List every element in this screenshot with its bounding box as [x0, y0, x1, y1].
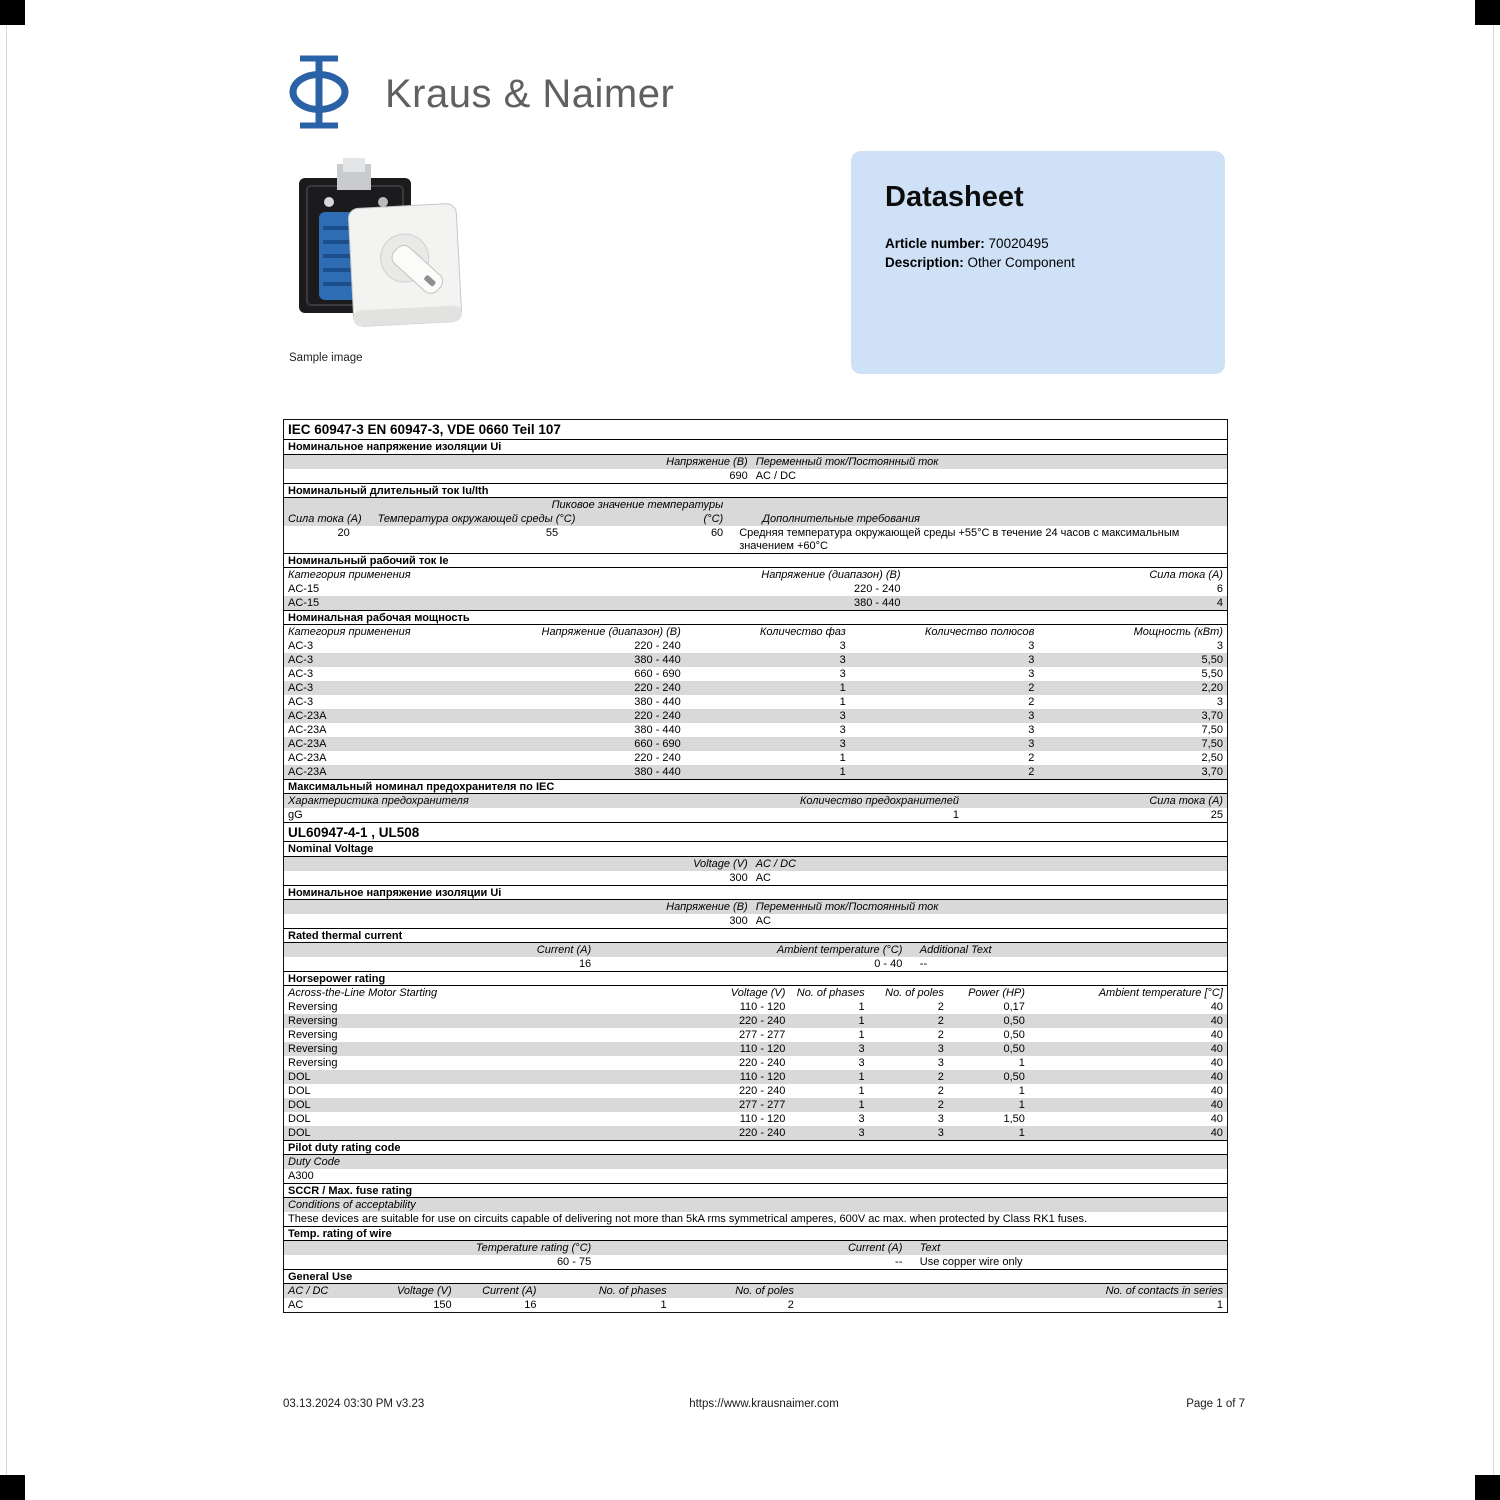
table-cell: 40: [1210, 1043, 1223, 1055]
table-header-row: [284, 794, 1227, 808]
brand-name: Kraus & Naimer: [385, 72, 675, 116]
description-row: [885, 253, 1201, 272]
table-header-row: [284, 1284, 1227, 1298]
table-cell: 1: [839, 766, 846, 778]
table-cell: [906, 1255, 915, 1269]
table-row: [284, 1126, 1227, 1140]
table-cell: 3: [1028, 710, 1035, 722]
footer-page-number: Page 1 of 7: [1186, 1398, 1246, 1410]
table-cell: [906, 1241, 915, 1255]
table-cell: 380 - 440: [634, 696, 681, 708]
article-number-value: 70020495: [988, 236, 1049, 251]
description-value: Other Component: [967, 255, 1075, 270]
table-cell: 0,50: [1003, 1029, 1025, 1041]
table-cell: 16: [524, 1299, 537, 1311]
table-cell: AC: [288, 1299, 304, 1311]
section-title: Temp. rating of wire: [284, 1226, 1227, 1241]
section-title: General Use: [284, 1269, 1227, 1284]
table-cell: 1: [858, 1015, 865, 1027]
datasheet-title: Datasheet: [885, 181, 1024, 213]
table-cell: 3,70: [1201, 710, 1223, 722]
table-cell: 2: [1028, 696, 1035, 708]
table-row: [284, 751, 1227, 765]
table-row: [284, 596, 1227, 610]
section-title: Pilot duty rating code: [284, 1140, 1227, 1155]
table-cell: Voltage (V): [693, 858, 748, 870]
table-cell: Reversing: [288, 1015, 338, 1027]
table-cell: 55: [545, 527, 559, 539]
table-cell: 1: [858, 1029, 865, 1041]
table-row: [284, 1084, 1227, 1098]
table-cell: 40: [1210, 1001, 1223, 1013]
table-cell: 7,50: [1201, 738, 1223, 750]
table-cell: 3: [1028, 738, 1035, 750]
table-cell: 150: [433, 1299, 452, 1311]
table-cell: 2: [937, 1085, 944, 1097]
table-cell: 3: [1216, 696, 1223, 708]
table-row: [284, 914, 1227, 928]
description-label: Description:: [885, 255, 964, 270]
table-cell: Средняя температура окружающей среды +55°C в течение 24 часов с максимальным значением +60°C: [739, 527, 1180, 552]
table-cell: Напряжение (В): [666, 456, 748, 468]
table-cell: 5,50: [1201, 668, 1223, 680]
section-title: Nominal Voltage: [284, 842, 1227, 857]
table-cell: 220 - 240: [738, 1015, 786, 1027]
table-cell: 5,50: [1201, 654, 1223, 666]
table-cell: 110 - 120: [739, 1001, 786, 1013]
table-header-row: [284, 1198, 1227, 1212]
table-cell: 1: [858, 1085, 865, 1097]
table-cell: (°C): [703, 513, 724, 525]
table-cell: Current (A): [847, 1242, 903, 1254]
table-cell: 3: [839, 654, 846, 666]
table-cell: Voltage (V): [730, 987, 786, 999]
table-cell: Voltage (V): [396, 1285, 452, 1297]
table-cell: gG: [288, 809, 303, 821]
table-cell: 110 - 120: [739, 1071, 786, 1083]
table-row: [284, 1255, 1227, 1269]
table-cell: 3: [937, 1057, 944, 1069]
section-title: Номинальное напряжение изоляции Ui: [284, 440, 1227, 455]
table-cell: 3: [1028, 724, 1035, 736]
table-row: [284, 1098, 1227, 1112]
table-row: [284, 1112, 1227, 1126]
table-cell: 300: [729, 915, 748, 927]
table-cell: 1: [858, 1001, 865, 1013]
table-row: [284, 667, 1227, 681]
table-cell: Количество полюсов: [924, 626, 1035, 638]
page-edge-left: [6, 0, 7, 1500]
table-cell: AC-23A: [288, 724, 327, 736]
table-cell: DOL: [288, 1085, 311, 1097]
section-title: Номинальный рабочий ток Ie: [284, 553, 1227, 568]
table-cell: AC-3: [288, 668, 314, 680]
table-cell: DOL: [288, 1127, 311, 1139]
table-cell: AC / DC: [755, 470, 797, 482]
table-cell: 3: [1216, 640, 1223, 652]
table-cell: AC-23A: [288, 738, 327, 750]
table-row: [284, 957, 1227, 971]
table-row: [284, 1056, 1227, 1070]
table-cell: 220 - 240: [854, 583, 901, 595]
table-cell: Temperature rating (°C): [475, 1242, 592, 1254]
table-cell: Ambient temperature (°C): [776, 944, 903, 956]
table-cell: 40: [1210, 1071, 1223, 1083]
table-cell: Сила тока (A): [288, 513, 362, 525]
table-cell: Reversing: [288, 1029, 338, 1041]
table-cell: DOL: [288, 1113, 311, 1125]
table-row: [284, 737, 1227, 751]
table-row: [284, 1298, 1227, 1312]
table-row: [284, 681, 1227, 695]
table-cell: Напряжение (диапазон) (В): [541, 626, 681, 638]
table-cell: 6: [1216, 583, 1223, 595]
table-row: [284, 526, 1227, 553]
table-cell: AC / DC: [288, 1285, 329, 1297]
table-cell: 277 - 277: [738, 1029, 786, 1041]
table-cell: Переменный ток/Постоянный ток: [755, 456, 939, 468]
table-cell: 3: [937, 1113, 944, 1125]
table-cell: 40: [1210, 1099, 1223, 1111]
table-cell: AC-3: [288, 654, 314, 666]
table-cell: 1: [660, 1299, 667, 1311]
table-cell: 3: [839, 738, 846, 750]
table-cell: 0,50: [1003, 1015, 1025, 1027]
section-title: SCCR / Max. fuse rating: [284, 1183, 1227, 1198]
table-cell: AC-3: [288, 682, 314, 694]
table-header-row: [284, 625, 1227, 639]
table-cell: 2,50: [1201, 752, 1223, 764]
article-number-label: Article number:: [885, 236, 985, 251]
section-title: Horsepower rating: [284, 971, 1227, 986]
table-cell: Current (A): [536, 944, 592, 956]
table-cell: 40: [1210, 1113, 1223, 1125]
table-row: [284, 695, 1227, 709]
table-cell: 3: [839, 724, 846, 736]
table-cell: AC: [755, 915, 771, 927]
table-cell: 3: [839, 640, 846, 652]
table-cell: 0,50: [1003, 1071, 1025, 1083]
table-cell: 3: [858, 1113, 865, 1125]
table-cell: Power (HP): [968, 987, 1025, 999]
page-footer: [283, 1398, 1245, 1410]
table-cell: 40: [1210, 1029, 1223, 1041]
table-cell: 1: [839, 682, 846, 694]
table-cell: Duty Code: [288, 1156, 340, 1168]
table-cell: 220 - 240: [634, 752, 681, 764]
table-cell: Text: [919, 1242, 941, 1254]
table-cell: Сила тока (A): [1149, 795, 1223, 807]
table-cell: 20: [337, 527, 350, 539]
table-cell: 3: [858, 1127, 865, 1139]
crop-mark-top-right: [1475, 0, 1500, 25]
table-cell: Reversing: [288, 1001, 338, 1013]
table-cell: 2,20: [1201, 682, 1223, 694]
section-title: Номинальная рабочая мощность: [284, 610, 1227, 625]
table-cell: 1: [1018, 1127, 1025, 1139]
table-cell: 1: [1018, 1099, 1025, 1111]
footer-url[interactable]: https://www.krausnaimer.com: [689, 1398, 839, 1410]
table-cell: 3: [839, 710, 846, 722]
table-cell: 3,70: [1201, 766, 1223, 778]
section-title: Номинальный длительный ток Iu/Ith: [284, 483, 1227, 498]
table-header-row: [284, 498, 1227, 512]
table-header-row: [284, 1155, 1227, 1169]
table-cell: AC-23A: [288, 752, 327, 764]
table-cell: --: [919, 958, 928, 970]
table-cell: [727, 498, 1227, 512]
table-cell: [906, 957, 915, 971]
table-cell: 1: [839, 696, 846, 708]
table-cell: 690: [729, 470, 748, 482]
table-cell: Reversing: [288, 1043, 338, 1055]
table-cell: 2: [1028, 752, 1035, 764]
table-cell: 40: [1210, 1127, 1223, 1139]
table-cell: Характеристика предохранителя: [288, 795, 469, 807]
table-header-row: [284, 986, 1227, 1000]
section-title: Максимальный номинал предохранителя по IEC: [284, 779, 1227, 794]
table-row: [284, 639, 1227, 653]
table-cell: Conditions of acceptability: [288, 1199, 416, 1211]
table-cell: Ambient temperature [°C]: [1098, 987, 1223, 999]
table-cell: 110 - 120: [739, 1113, 786, 1125]
table-cell: 660 - 690: [634, 668, 681, 680]
table-cell: AC-15: [288, 597, 320, 609]
table-header-row: [284, 1241, 1227, 1255]
table-cell: Переменный ток/Постоянный ток: [755, 901, 939, 913]
brand-header: [283, 52, 674, 137]
table-cell: 1: [1018, 1057, 1025, 1069]
table-cell: 3: [839, 668, 846, 680]
table-cell: 0 - 40: [874, 958, 903, 970]
table-header-row: [284, 857, 1227, 871]
table-cell: DOL: [288, 1071, 311, 1083]
table-header-row: [284, 900, 1227, 914]
section-title: UL60947-4-1 , UL508: [284, 822, 1227, 842]
table-cell: Температура окружающей среды (°C): [377, 513, 576, 525]
table-cell: Напряжение (диапазон) (В): [761, 569, 901, 581]
table-cell: Current (A): [482, 1285, 537, 1297]
table-row: [284, 1070, 1227, 1084]
table-row: [284, 1014, 1227, 1028]
crop-mark-bottom-left: [0, 1475, 25, 1500]
table-cell: 300: [729, 872, 748, 884]
table-cell: Мощность (кВт): [1133, 626, 1223, 638]
table-cell: 220 - 240: [634, 682, 681, 694]
table-cell: 2: [937, 1001, 944, 1013]
table-cell: 1: [1018, 1085, 1025, 1097]
table-cell: Категория применения: [288, 569, 411, 581]
table-cell: AC-3: [288, 696, 314, 708]
table-cell: Напряжение (В): [666, 901, 748, 913]
table-cell: Категория применения: [288, 626, 411, 638]
table-header-row: [284, 568, 1227, 582]
table-cell: 220 - 240: [738, 1085, 786, 1097]
table-cell: 1: [839, 752, 846, 764]
table-cell: 3: [858, 1043, 865, 1055]
table-cell: AC-23A: [288, 710, 327, 722]
table-cell: 380 - 440: [634, 724, 681, 736]
table-cell: 1: [952, 809, 959, 821]
table-row: [284, 765, 1227, 779]
article-number-row: [885, 234, 1201, 253]
table-cell: 40: [1210, 1085, 1223, 1097]
table-cell: 1: [858, 1099, 865, 1111]
table-row: [284, 1028, 1227, 1042]
table-cell: 25: [1210, 809, 1223, 821]
table-cell: [906, 943, 915, 957]
table-cell: 110 - 120: [739, 1043, 786, 1055]
table-row: [284, 871, 1227, 885]
table-cell: 2: [937, 1015, 944, 1027]
table-cell: 3: [858, 1057, 865, 1069]
table-cell: No. of phases: [598, 1285, 667, 1297]
table-cell: 1: [858, 1071, 865, 1083]
section-title: Номинальное напряжение изоляции Ui: [284, 885, 1227, 900]
table-cell: 40: [1210, 1015, 1223, 1027]
table-cell: 60: [710, 527, 724, 539]
table-header-row: [284, 512, 1227, 526]
table-cell: 2: [1028, 682, 1035, 694]
table-cell: Сила тока (A): [1149, 569, 1223, 581]
table-cell: 2: [787, 1299, 794, 1311]
table-cell: 3: [1028, 654, 1035, 666]
table-cell: Количество фаз: [759, 626, 846, 638]
table-cell: 3: [937, 1127, 944, 1139]
table-cell: 277 - 277: [738, 1099, 786, 1111]
table-cell: 220 - 240: [634, 640, 681, 652]
table-cell: AC-23A: [288, 766, 327, 778]
table-cell: 660 - 690: [634, 738, 681, 750]
table-cell: These devices are suitable for use on circuits capable of delivering not more than 5kA rms symmetrical amperes, 600V ac max. when protected by Class RK1 fuses.: [288, 1213, 1088, 1225]
table-cell: Reversing: [288, 1057, 338, 1069]
crop-mark-top-left: [0, 0, 25, 25]
table-row: [284, 808, 1227, 822]
table-cell: 380 - 440: [634, 766, 681, 778]
table-row: [284, 1000, 1227, 1014]
table-cell: 220 - 240: [634, 710, 681, 722]
table-cell: Дополнительные требования: [762, 513, 920, 525]
table-cell: Use copper wire only: [919, 1256, 1023, 1268]
table-cell: 0,50: [1003, 1043, 1025, 1055]
table-row: [284, 469, 1227, 483]
footer-date: 03.13.2024 03:30 PM v3.23: [283, 1398, 425, 1410]
table-cell: 4: [1216, 597, 1223, 609]
section-title: Rated thermal current: [284, 928, 1227, 943]
table-cell: 380 - 440: [854, 597, 901, 609]
table-cell: AC-15: [288, 583, 320, 595]
table-cell: Additional Text: [919, 944, 992, 956]
datasheet-info-box: [851, 151, 1225, 374]
section-title: IEC 60947-3 EN 60947-3, VDE 0660 Teil 107: [284, 420, 1227, 440]
table-cell: No. of phases: [796, 987, 865, 999]
table-cell: 2: [937, 1099, 944, 1111]
table-cell: 2: [937, 1071, 944, 1083]
table-cell: [727, 512, 758, 526]
sample-image-caption: Sample image: [289, 352, 363, 364]
table-cell: No. of poles: [885, 987, 944, 999]
spec-table: [283, 419, 1228, 1313]
table-cell: 60 - 75: [556, 1256, 592, 1268]
table-row: [284, 1042, 1227, 1056]
table-cell: 1,50: [1003, 1113, 1025, 1125]
table-cell: 40: [1210, 1057, 1223, 1069]
product-image: [285, 150, 470, 348]
page-edge-right: [1493, 0, 1494, 1500]
table-row: [284, 1169, 1227, 1183]
table-cell: Количество предохранителей: [799, 795, 959, 807]
table-cell: A300: [288, 1170, 314, 1182]
table-header-row: [284, 455, 1227, 469]
table-cell: 2: [937, 1029, 944, 1041]
table-cell: Пиковое значение температуры: [551, 499, 724, 511]
table-cell: 2: [1028, 766, 1035, 778]
table-cell: AC-3: [288, 640, 314, 652]
crop-mark-bottom-right: [1475, 1475, 1500, 1500]
table-row: [284, 653, 1227, 667]
table-cell: AC / DC: [755, 858, 797, 870]
table-row: [284, 723, 1227, 737]
table-cell: 3: [937, 1043, 944, 1055]
table-cell: 220 - 240: [738, 1057, 786, 1069]
table-cell: [727, 526, 735, 553]
table-header-row: [284, 943, 1227, 957]
table-cell: 7,50: [1201, 724, 1223, 736]
table-cell: AC: [755, 872, 771, 884]
table-cell: Across-the-Line Motor Starting: [288, 987, 438, 999]
phi-logo-icon: [283, 52, 355, 137]
table-cell: --: [895, 1256, 903, 1268]
table-cell: 0,17: [1003, 1001, 1025, 1013]
table-row: [284, 709, 1227, 723]
table-cell: DOL: [288, 1099, 311, 1111]
table-cell: 220 - 240: [738, 1127, 786, 1139]
table-cell: No. of poles: [735, 1285, 794, 1297]
table-cell: 1: [1216, 1299, 1223, 1311]
table-row: [284, 582, 1227, 596]
table-cell: 3: [1028, 668, 1035, 680]
table-cell: 380 - 440: [634, 654, 681, 666]
table-cell: 16: [578, 958, 592, 970]
table-cell: No. of contacts in series: [1105, 1285, 1223, 1297]
table-cell: 3: [1028, 640, 1035, 652]
table-row: [284, 1212, 1227, 1226]
